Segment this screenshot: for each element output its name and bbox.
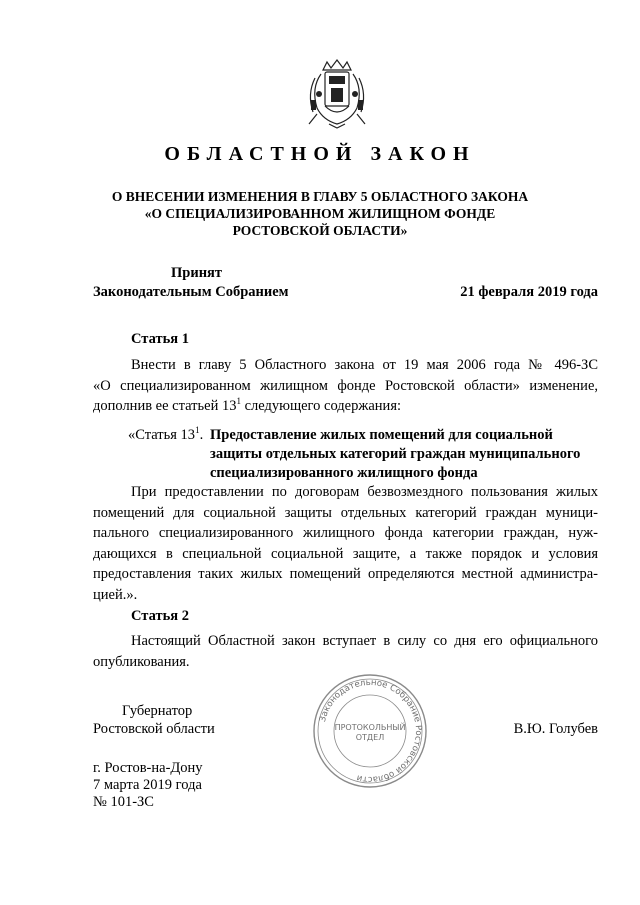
seal-inner-line: ОТДЕЛ bbox=[355, 733, 385, 742]
title-line: Предоставление жилых помещений для социальной bbox=[210, 427, 553, 443]
article-1-text bbox=[93, 355, 598, 417]
document-title: ОБЛАСТНОЙ ЗАКОН bbox=[164, 143, 476, 165]
subtitle-line: О ВНЕСЕНИИ ИЗМЕНЕНИЯ В ГЛАВУ 5 ОБЛАСТНОГО ЗАКОНА bbox=[111, 189, 529, 204]
signatory-position: Губернатор bbox=[122, 703, 193, 719]
adopted-by: Законодательным Собранием bbox=[93, 284, 289, 300]
paragraph-line: «О специализированном жилищном фонде Ростовской области» изменение, bbox=[93, 377, 598, 394]
paragraph-line: дающихся в специальной социальной защите, а также порядок и условия bbox=[93, 545, 598, 562]
article-2-heading: Статья 2 bbox=[131, 608, 189, 624]
seal-inner-line: ПРОТОКОЛЬНЫЙ bbox=[334, 723, 406, 732]
paragraph-line: пального специализированного жилищного фонда категории граждан, нуж- bbox=[93, 525, 598, 541]
paragraph-line: При предоставлении по договорам безвозмездного пользования жилых bbox=[131, 484, 598, 500]
paragraph-line: Настоящий Областной закон вступает в силу со дня его официального bbox=[131, 633, 598, 649]
signatory-name: В.Ю. Голубев bbox=[513, 721, 598, 737]
place-and-date bbox=[93, 760, 203, 811]
title-line: защиты отдельных категорий граждан муниципального bbox=[210, 446, 581, 462]
title-line: специализированного жилищного фонда bbox=[210, 465, 478, 481]
law-subtitle bbox=[0, 188, 640, 239]
subtitle-line: РОСТОВСКОЙ ОБЛАСТИ» bbox=[232, 223, 408, 238]
paragraph-line: цией.». bbox=[93, 586, 138, 603]
superscript: 1 bbox=[236, 396, 241, 406]
text-segment: . bbox=[199, 427, 204, 443]
place-city: г. Ростов-на-Дону bbox=[93, 760, 203, 776]
law-number: № 101-ЗС bbox=[93, 794, 154, 810]
seal-outer-text-path: Законодательное Собрание Ростовской области bbox=[317, 677, 424, 785]
coat-of-arms-icon bbox=[303, 58, 371, 130]
signatory-region: Ростовской области bbox=[93, 721, 215, 737]
paragraph-line: Внести в главу 5 Областного закона от 19 мая 2006 года № 496-ЗС bbox=[131, 357, 598, 373]
subtitle-line: «О СПЕЦИАЛИЗИРОВАННОМ ЖИЛИЩНОМ ФОНДЕ bbox=[144, 206, 496, 221]
text-segment: дополнив ее статьей 13 bbox=[93, 398, 237, 414]
article-1-heading: Статья 1 bbox=[131, 331, 189, 347]
superscript: 1 bbox=[195, 425, 200, 435]
adopted-label: Принят bbox=[171, 265, 223, 281]
paragraph-line: помещений для социальной защиты отдельных категорий граждан муници- bbox=[93, 504, 598, 521]
adoption-date: 21 февраля 2019 года bbox=[460, 284, 598, 300]
article-13-1-title bbox=[210, 426, 603, 483]
paragraph-line: опубликования. bbox=[93, 653, 190, 670]
paragraph-line bbox=[93, 396, 598, 417]
official-seal-stamp bbox=[311, 672, 429, 790]
article-13-1-prefix bbox=[128, 426, 203, 445]
paragraph-line: предоставления таких жилых помещений определяются местной администра- bbox=[93, 566, 598, 582]
article-13-1-body bbox=[93, 482, 598, 605]
article-13-1-block bbox=[128, 426, 603, 483]
article-2-text bbox=[93, 631, 598, 672]
place-date: 7 марта 2019 года bbox=[93, 777, 202, 793]
text-segment: следующего содержания: bbox=[240, 398, 402, 414]
text-segment: «Статья 13 bbox=[128, 427, 196, 443]
